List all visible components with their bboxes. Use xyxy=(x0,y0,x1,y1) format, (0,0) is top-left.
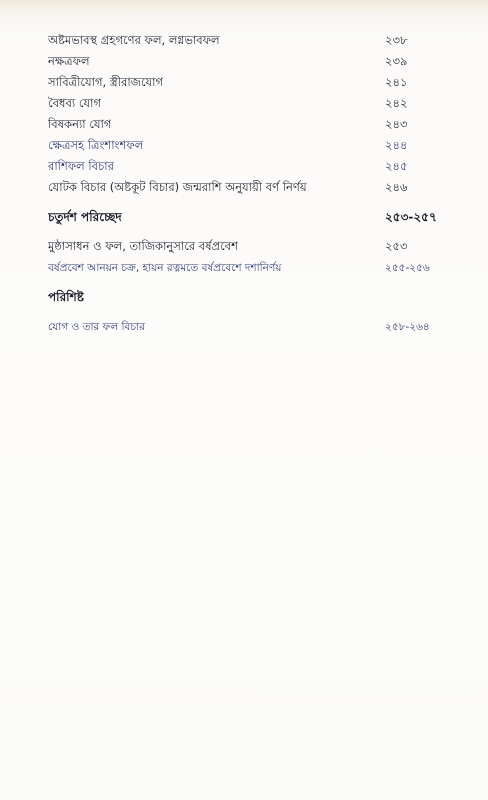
toc-entry xyxy=(48,258,438,278)
toc-entry-title: বর্ষপ্রবেশ আনয়ন চক্র, হায়ন রত্নমতে বর্ষপ্রবেশে দশানির্ণয় xyxy=(48,262,282,274)
toc-entry xyxy=(48,72,438,92)
appendix-heading xyxy=(48,287,438,307)
toc-entry-page: ২৫৩ xyxy=(385,239,408,253)
page-top-edge xyxy=(0,0,488,14)
toc-entry xyxy=(48,156,438,176)
toc-entry-title: যোগ ও তার ফল বিচার xyxy=(48,321,145,333)
toc-entry-page: ২৪৪ xyxy=(385,138,408,152)
toc-entry-title: রাশিফল বিচার xyxy=(48,159,114,173)
toc-entry xyxy=(48,236,438,256)
toc-entry xyxy=(48,135,438,155)
toc-entry-page: ২৪৬ xyxy=(385,180,408,194)
toc-entry-title: নক্ষত্রফল xyxy=(48,54,90,68)
toc-entry-title: অষ্টমভাবস্থ গ্রহগণের ফল, লগ্নভাবফল xyxy=(48,33,220,47)
toc-entry-page: ২৩৯ xyxy=(385,54,408,68)
toc-entry-page: ২৪৩ xyxy=(385,117,408,131)
toc-entry-title: যোটক বিচার (অষ্টকূট বিচার) জন্মরাশি অনুযায়ী বর্ণ নির্ণয় xyxy=(48,180,307,194)
appendix-title: পরিশিষ্ট xyxy=(48,290,84,304)
toc-entry xyxy=(48,317,438,337)
chapter-pages: ২৫৩-২৫৭ xyxy=(385,210,437,224)
toc-entry xyxy=(48,30,438,50)
toc-entry-title: সাবিত্রীযোগ, স্ত্রীরাজযোগ xyxy=(48,75,164,89)
toc-entry-page: ২৪২ xyxy=(385,96,408,110)
chapter-heading xyxy=(48,207,438,227)
chapter-title: চতুর্দশ পরিচ্ছেদ xyxy=(48,210,122,224)
toc-entry xyxy=(48,93,438,113)
toc-entry-page: ২৪১ xyxy=(385,75,408,89)
toc-entry-page: ২৪৫ xyxy=(385,159,408,173)
toc-entry-title: ক্ষেত্রসহ ত্রিংশাংশফল xyxy=(48,138,144,152)
toc-entry-page: ২৩৮ xyxy=(385,33,408,47)
toc-entry xyxy=(48,51,438,71)
toc-entry-page: ২৫৫-২৫৬ xyxy=(385,262,430,274)
toc-entry-title: বৈধব্য যোগ xyxy=(48,96,102,110)
toc-entry xyxy=(48,177,438,197)
toc-entry-page: ২৫৮-২৬৪ xyxy=(385,321,430,333)
toc-entry-title: বিষকন্যা যোগ xyxy=(48,117,112,131)
toc-entry-title: মুষ্ঠাসাধন ও ফল, তাজিকানুসারে বর্ষপ্রবেশ xyxy=(48,239,238,253)
toc-entry xyxy=(48,114,438,134)
